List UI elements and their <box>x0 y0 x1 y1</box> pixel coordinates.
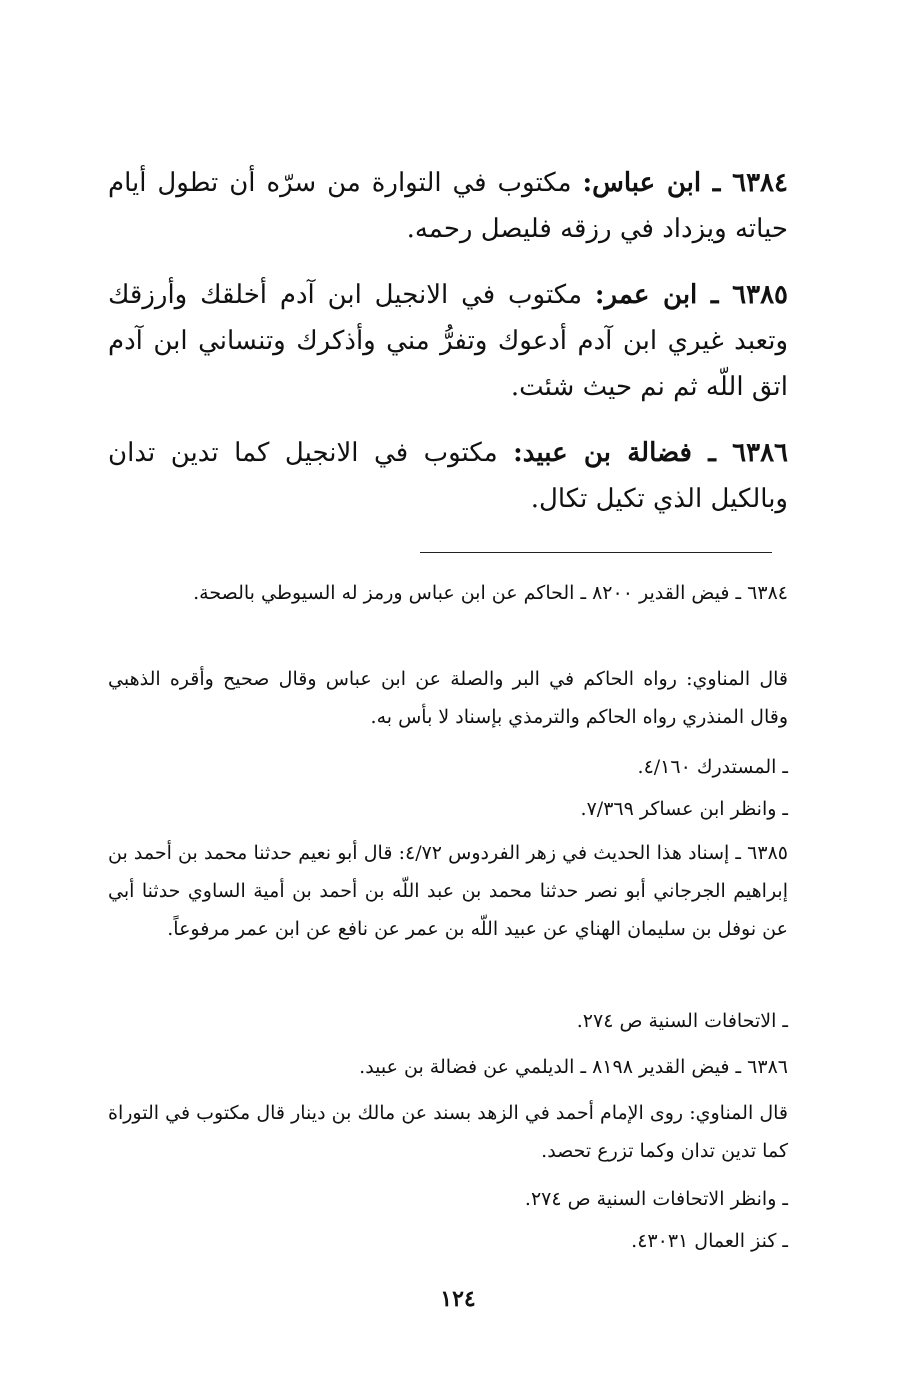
hadith-entry-6385 <box>108 272 788 410</box>
footnote-6385: ٦٣٨٥ ـ إسناد هذا الحديث في زهر الفردوس ٤/٧٢: قال أبو نعيم حدثنا محمد بن أحمد بن إبراهيم الجرجاني أبو نصر حدثنا محمد بن عبد اللّه بن أحمد بن أمية الساوي حدثنا أبي عن نوفل بن سليمان الهناي عن عبيد اللّه بن عمر عن نافع عن ابن عمر مرفوعاً. <box>108 842 788 940</box>
footnote-munawi-2: قال المناوي: روى الإمام أحمد في الزهد بسند عن مالك بن دينار قال مكتوب في التوراة كما تدين تدان وكما تزرع تحصد. <box>108 1102 788 1162</box>
footnote-kanz: ـ كنز العمال ٤٣٠٣١. <box>631 1230 788 1252</box>
entry-text: مكتوب في التوارة من سرّه أن تطول أيام حياته ويزداد في رزقه فليصل رحمه. <box>108 168 788 244</box>
entry-heading: ٦٣٨٦ ـ فضالة بن عبيد: <box>513 438 789 468</box>
hadith-entry-6384 <box>108 160 788 252</box>
page-number: ١٢٤ <box>440 1286 476 1312</box>
footnote-ibn-asakir: ـ وانظر ابن عساكر ٧/٣٦٩. <box>580 798 788 820</box>
entry-heading: ٦٣٨٤ ـ ابن عباس: <box>582 168 788 198</box>
hadith-entry-6386 <box>108 430 788 522</box>
entry-heading: ٦٣٨٥ ـ ابن عمر: <box>594 280 788 310</box>
footnote-ithafat-1: ـ الاتحافات السنية ص ٢٧٤. <box>576 1010 788 1032</box>
footnote-mustadrak: ـ المستدرك ٤/١٦٠. <box>637 756 788 778</box>
footnote-separator <box>420 552 772 553</box>
entry-text: مكتوب في الانجيل ابن آدم أخلقك وأرزقك وتعبد غيري ابن آدم أدعوك وتفرُّ مني وأذكرك وتنساني ابن آدم اتق اللّه ثم نم حيث شئت. <box>108 280 788 402</box>
footnote-ithafat-2: ـ وانظر الاتحافات السنية ص ٢٧٤. <box>524 1188 788 1210</box>
entry-text: مكتوب في الانجيل كما تدين تدان وبالكيل الذي تكيل تكال. <box>108 438 788 514</box>
footnote-6386: ٦٣٨٦ ـ فيض القدير ٨١٩٨ ـ الديلمي عن فضالة بن عبيد. <box>359 1056 788 1078</box>
footnote-6384: ٦٣٨٤ ـ فيض القدير ٨٢٠٠ ـ الحاكم عن ابن عباس ورمز له السيوطي بالصحة. <box>193 582 788 604</box>
footnote-munawi-1: قال المناوي: رواه الحاكم في البر والصلة عن ابن عباس وقال صحيح وأقره الذهبي وقال المنذري رواه الحاكم والترمذي بإسناد لا بأس به. <box>108 668 788 728</box>
